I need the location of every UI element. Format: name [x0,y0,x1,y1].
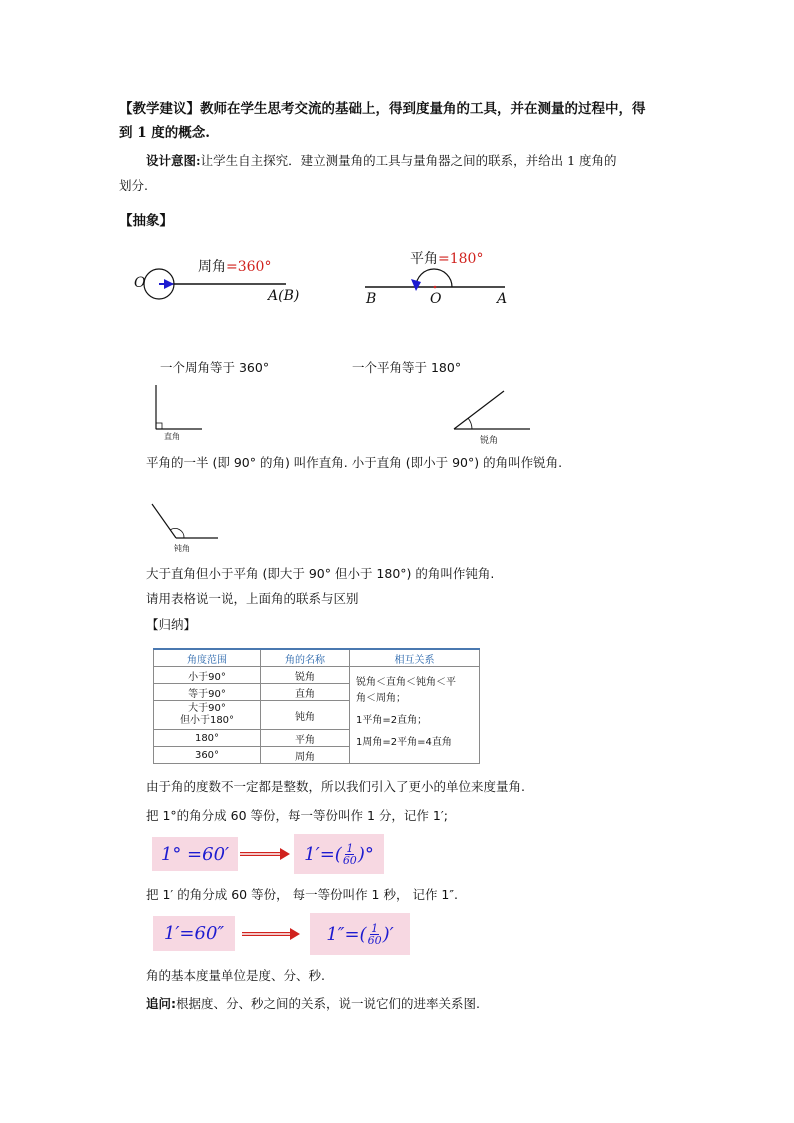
straight-angle-vertex [434,286,437,289]
acute-angle-slant-ray [454,391,504,429]
angle-relation-table-wrap [153,648,480,764]
right-angle-marker [156,423,162,429]
table-cell-range: 360° [154,747,261,764]
right-angle-diagram [150,383,210,441]
table-cell-name: 周角 [261,747,350,764]
straight-angle-point-b: B [366,291,377,307]
formula1-fraction: $\frac{1}{60}$ [342,841,357,867]
table-header-relation: 相互关系 [350,649,480,667]
table-cell-name: 平角 [261,730,350,747]
table-cell-name: 钝角 [261,701,350,730]
formula1-right-box: 1′=( $\frac{1}{60}$ )° [294,834,384,874]
minute-definition: 把 1°的角分成 60 等份，每一等份叫作 1 分，记作 1′; [146,808,448,823]
full-angle-statement: 一个周角等于 360° [160,360,270,375]
acute-angle-arc [468,418,472,429]
formula2-arrowhead [290,928,300,940]
full-angle-arrowhead [164,279,174,289]
design-intent-line2: 划分. [119,178,148,193]
straight-angle-arc [416,269,452,287]
obtuse-angle-label: 钝角 [174,544,190,553]
table-cell-range: 小于90° [154,667,261,684]
table-header-range: 角度范围 [154,649,261,667]
straight-angle-statement: 一个平角等于 180° [352,360,462,375]
table-cell-range: 大于90° 但小于180° [154,701,261,730]
right-acute-definition: 平角的一半 (即 90° 的角) 叫作直角. 小于直角 (即小于 90°) 的角叫作锐角. [146,455,563,470]
table-row [154,667,480,684]
formula2-right-box: 1″=( $\frac{1}{60}$ )′ [310,913,410,955]
formula1-left-box: 1° =60′ [152,837,238,871]
full-angle-figure [128,250,318,310]
obtuse-angle-slant-ray [152,504,176,538]
formula2-left-box: 1′=60″ [153,916,235,951]
full-angle-caption: 周角=360° [198,259,272,275]
table-cell-range: 等于90° [154,684,261,701]
table-header-row [154,649,480,667]
formula2-arrow [240,926,302,942]
table-header-name: 角的名称 [261,649,350,667]
acute-angle-label: 锐角 [480,436,499,446]
table-prompt: 请用表格说一说，上面角的联系与区别 [146,591,359,606]
second-definition: 把 1′ 的角分成 60 等份， 每一等份叫作 1 秒， 记作 1″. [146,887,459,902]
straight-angle-point-o: O [430,291,442,307]
straight-angle-point-a: A [497,291,508,307]
abstract-heading: 【抽象】 [119,213,173,229]
followup-question: 追问:根据度、分、秒之间的关系，说一说它们的进率关系图. [146,996,480,1011]
formula1-arrow [238,846,292,862]
design-intent-line1: 设计意图:让学生自主探究．建立测量角的工具与量角器之间的联系，并给出 1 度角的 [146,153,617,168]
formula2-fraction: $\frac{1}{60}$ [367,921,382,947]
design-intent-label: 设计意图: [146,153,201,168]
followup-label: 追问: [146,996,176,1011]
straight-angle-figure [360,245,520,310]
teaching-suggestion-tag: 【教学建议】 [119,101,200,117]
full-angle-point-ab: A(B) [268,288,300,304]
obtuse-definition: 大于直角但小于平角 (即大于 90° 但小于 180°) 的角叫作钝角. [146,566,495,581]
summary-heading: 【归纳】 [146,617,197,632]
full-angle-point-o: O [134,275,146,291]
obtuse-angle-figure [146,500,226,556]
acute-angle-figure [448,383,538,445]
right-angle-figure [150,383,210,441]
angle-relation-table [153,648,480,764]
base-units-text: 角的基本度量单位是度、分、秒. [146,968,325,983]
smaller-unit-text: 由于角的度数不一定都是整数，所以我们引入了更小的单位来度量角. [146,779,525,794]
teaching-suggestion-line2: 到 1 度的概念. [119,125,210,141]
table-cell-name: 锐角 [261,667,350,684]
right-angle-label: 直角 [164,432,180,441]
table-cell-name: 直角 [261,684,350,701]
straight-angle-caption: 平角=180° [410,251,484,267]
table-cell-relation: 锐角＜直角＜钝角＜平 角＜周角； 1平角=2直角； 1周角=2平角=4直角 [350,667,480,764]
straight-angle-arrowhead [411,279,421,291]
teaching-suggestion-line1: 【教学建议】教师在学生思考交流的基础上，得到度量角的工具，并在测量的过程中，得 [119,101,646,117]
table-cell-range: 180° [154,730,261,747]
formula1-arrowhead [280,848,290,860]
